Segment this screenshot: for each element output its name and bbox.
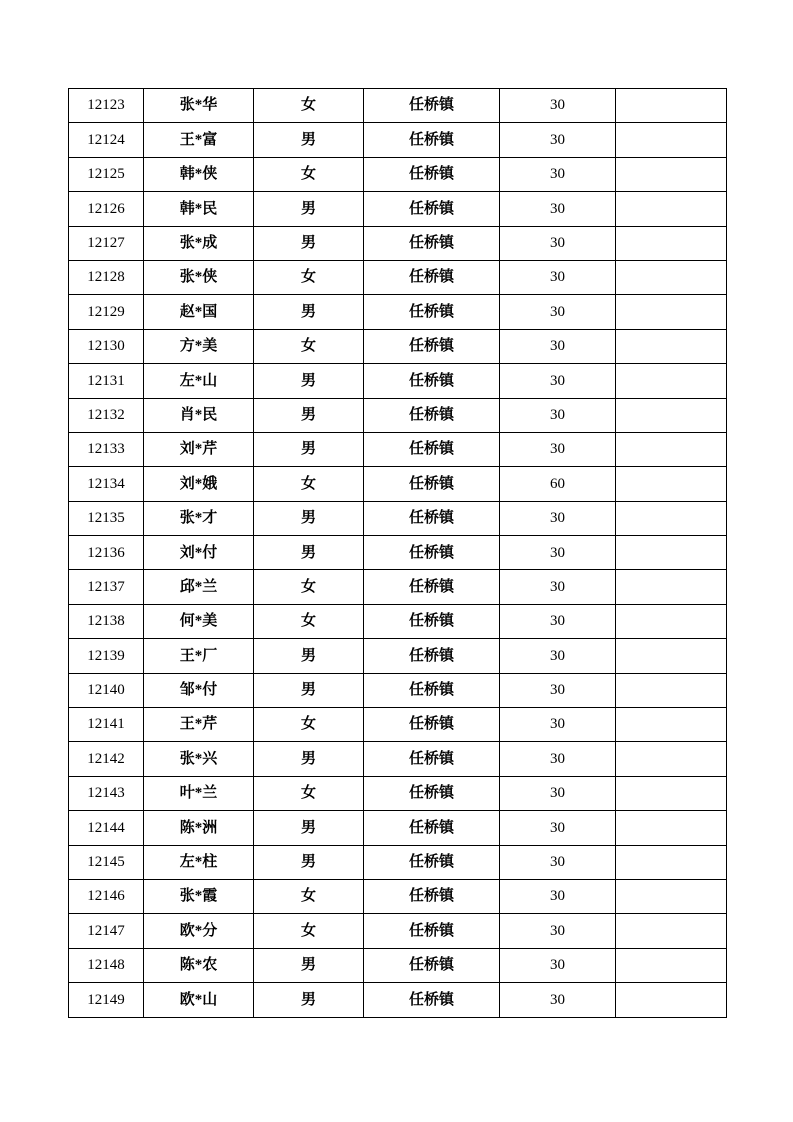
cell-gender: 男: [254, 948, 364, 982]
cell-amount: 30: [500, 226, 616, 260]
cell-extra: [616, 123, 727, 157]
table-row: [69, 879, 727, 913]
cell-amount: 30: [500, 89, 616, 123]
cell-extra: [616, 89, 727, 123]
cell-gender: 男: [254, 295, 364, 329]
cell-amount: 30: [500, 845, 616, 879]
cell-extra: [616, 226, 727, 260]
cell-town: 任桥镇: [364, 604, 500, 638]
cell-name: 刘*芹: [144, 432, 254, 466]
table-row: [69, 776, 727, 810]
table-row: [69, 329, 727, 363]
cell-name: 刘*付: [144, 536, 254, 570]
cell-amount: 30: [500, 776, 616, 810]
cell-id: 12137: [69, 570, 144, 604]
cell-name: 张*霞: [144, 879, 254, 913]
cell-town: 任桥镇: [364, 467, 500, 501]
table-row: [69, 845, 727, 879]
table-row: [69, 123, 727, 157]
table-row: [69, 811, 727, 845]
cell-amount: 30: [500, 260, 616, 294]
cell-id: 12138: [69, 604, 144, 638]
cell-extra: [616, 914, 727, 948]
cell-town: 任桥镇: [364, 329, 500, 363]
cell-extra: [616, 811, 727, 845]
cell-id: 12127: [69, 226, 144, 260]
roster-table-container: [68, 88, 726, 1018]
cell-town: 任桥镇: [364, 157, 500, 191]
table-row: [69, 604, 727, 638]
cell-gender: 男: [254, 192, 364, 226]
roster-table-body: [69, 89, 727, 1018]
table-row: [69, 570, 727, 604]
cell-town: 任桥镇: [364, 398, 500, 432]
cell-amount: 30: [500, 673, 616, 707]
cell-extra: [616, 570, 727, 604]
cell-gender: 女: [254, 604, 364, 638]
cell-id: 12146: [69, 879, 144, 913]
cell-name: 王*富: [144, 123, 254, 157]
cell-gender: 男: [254, 639, 364, 673]
cell-id: 12143: [69, 776, 144, 810]
table-row: [69, 742, 727, 776]
cell-gender: 男: [254, 501, 364, 535]
cell-gender: 女: [254, 329, 364, 363]
cell-id: 12131: [69, 364, 144, 398]
cell-id: 12142: [69, 742, 144, 776]
table-row: [69, 295, 727, 329]
cell-id: 12130: [69, 329, 144, 363]
cell-gender: 男: [254, 983, 364, 1017]
cell-id: 12139: [69, 639, 144, 673]
cell-name: 张*华: [144, 89, 254, 123]
cell-id: 12126: [69, 192, 144, 226]
cell-amount: 30: [500, 948, 616, 982]
cell-extra: [616, 432, 727, 466]
cell-name: 张*侠: [144, 260, 254, 294]
table-row: [69, 983, 727, 1017]
cell-name: 何*美: [144, 604, 254, 638]
cell-gender: 男: [254, 123, 364, 157]
cell-town: 任桥镇: [364, 432, 500, 466]
cell-name: 王*厂: [144, 639, 254, 673]
table-row: [69, 914, 727, 948]
table-row: [69, 639, 727, 673]
cell-amount: 30: [500, 501, 616, 535]
cell-name: 欧*山: [144, 983, 254, 1017]
cell-town: 任桥镇: [364, 501, 500, 535]
cell-name: 肖*民: [144, 398, 254, 432]
cell-town: 任桥镇: [364, 364, 500, 398]
cell-gender: 女: [254, 89, 364, 123]
cell-id: 12123: [69, 89, 144, 123]
cell-gender: 男: [254, 811, 364, 845]
cell-gender: 女: [254, 879, 364, 913]
table-row: [69, 226, 727, 260]
cell-town: 任桥镇: [364, 639, 500, 673]
cell-gender: 男: [254, 742, 364, 776]
cell-extra: [616, 742, 727, 776]
cell-id: 12124: [69, 123, 144, 157]
cell-name: 韩*民: [144, 192, 254, 226]
table-row: [69, 192, 727, 226]
cell-town: 任桥镇: [364, 811, 500, 845]
cell-id: 12144: [69, 811, 144, 845]
cell-gender: 女: [254, 708, 364, 742]
cell-name: 韩*侠: [144, 157, 254, 191]
cell-town: 任桥镇: [364, 983, 500, 1017]
cell-gender: 女: [254, 914, 364, 948]
cell-extra: [616, 501, 727, 535]
cell-town: 任桥镇: [364, 776, 500, 810]
cell-name: 陈*洲: [144, 811, 254, 845]
cell-gender: 男: [254, 364, 364, 398]
cell-name: 欧*分: [144, 914, 254, 948]
cell-id: 12125: [69, 157, 144, 191]
cell-id: 12128: [69, 260, 144, 294]
cell-town: 任桥镇: [364, 742, 500, 776]
cell-name: 左*柱: [144, 845, 254, 879]
cell-amount: 30: [500, 742, 616, 776]
cell-gender: 男: [254, 432, 364, 466]
cell-id: 12148: [69, 948, 144, 982]
cell-amount: 30: [500, 536, 616, 570]
cell-amount: 30: [500, 570, 616, 604]
cell-extra: [616, 192, 727, 226]
cell-id: 12145: [69, 845, 144, 879]
cell-town: 任桥镇: [364, 708, 500, 742]
cell-town: 任桥镇: [364, 948, 500, 982]
cell-extra: [616, 708, 727, 742]
cell-amount: 30: [500, 295, 616, 329]
table-row: [69, 89, 727, 123]
cell-name: 刘*娥: [144, 467, 254, 501]
cell-gender: 男: [254, 536, 364, 570]
cell-id: 12133: [69, 432, 144, 466]
cell-id: 12147: [69, 914, 144, 948]
cell-extra: [616, 329, 727, 363]
cell-gender: 男: [254, 398, 364, 432]
cell-amount: 30: [500, 398, 616, 432]
cell-id: 12136: [69, 536, 144, 570]
cell-extra: [616, 879, 727, 913]
cell-amount: 30: [500, 192, 616, 226]
cell-gender: 女: [254, 776, 364, 810]
cell-extra: [616, 983, 727, 1017]
cell-town: 任桥镇: [364, 226, 500, 260]
table-row: [69, 260, 727, 294]
cell-name: 张*才: [144, 501, 254, 535]
cell-town: 任桥镇: [364, 123, 500, 157]
cell-gender: 男: [254, 673, 364, 707]
cell-extra: [616, 364, 727, 398]
cell-town: 任桥镇: [364, 89, 500, 123]
cell-gender: 女: [254, 260, 364, 294]
cell-name: 陈*农: [144, 948, 254, 982]
cell-gender: 男: [254, 845, 364, 879]
cell-id: 12132: [69, 398, 144, 432]
cell-amount: 30: [500, 432, 616, 466]
cell-amount: 30: [500, 811, 616, 845]
cell-extra: [616, 295, 727, 329]
cell-amount: 30: [500, 329, 616, 363]
table-row: [69, 673, 727, 707]
cell-town: 任桥镇: [364, 260, 500, 294]
cell-town: 任桥镇: [364, 673, 500, 707]
cell-town: 任桥镇: [364, 192, 500, 226]
roster-table: [68, 88, 727, 1018]
cell-extra: [616, 673, 727, 707]
cell-extra: [616, 604, 727, 638]
table-row: [69, 948, 727, 982]
cell-id: 12135: [69, 501, 144, 535]
cell-amount: 30: [500, 604, 616, 638]
cell-gender: 男: [254, 226, 364, 260]
cell-id: 12141: [69, 708, 144, 742]
table-row: [69, 708, 727, 742]
cell-id: 12140: [69, 673, 144, 707]
cell-name: 邱*兰: [144, 570, 254, 604]
cell-extra: [616, 776, 727, 810]
cell-town: 任桥镇: [364, 570, 500, 604]
cell-extra: [616, 845, 727, 879]
cell-name: 张*兴: [144, 742, 254, 776]
cell-extra: [616, 260, 727, 294]
cell-town: 任桥镇: [364, 914, 500, 948]
cell-town: 任桥镇: [364, 879, 500, 913]
cell-extra: [616, 467, 727, 501]
cell-id: 12134: [69, 467, 144, 501]
cell-amount: 30: [500, 983, 616, 1017]
cell-extra: [616, 639, 727, 673]
cell-amount: 30: [500, 879, 616, 913]
cell-name: 邹*付: [144, 673, 254, 707]
cell-amount: 30: [500, 364, 616, 398]
cell-name: 左*山: [144, 364, 254, 398]
cell-extra: [616, 536, 727, 570]
cell-extra: [616, 157, 727, 191]
cell-gender: 女: [254, 570, 364, 604]
cell-name: 张*成: [144, 226, 254, 260]
table-row: [69, 364, 727, 398]
cell-amount: 30: [500, 157, 616, 191]
table-row: [69, 432, 727, 466]
cell-id: 12129: [69, 295, 144, 329]
cell-gender: 女: [254, 467, 364, 501]
cell-name: 方*美: [144, 329, 254, 363]
cell-extra: [616, 398, 727, 432]
table-row: [69, 501, 727, 535]
cell-town: 任桥镇: [364, 295, 500, 329]
cell-extra: [616, 948, 727, 982]
cell-amount: 60: [500, 467, 616, 501]
cell-amount: 30: [500, 639, 616, 673]
cell-amount: 30: [500, 914, 616, 948]
table-row: [69, 536, 727, 570]
cell-name: 赵*国: [144, 295, 254, 329]
cell-id: 12149: [69, 983, 144, 1017]
cell-amount: 30: [500, 708, 616, 742]
cell-gender: 女: [254, 157, 364, 191]
table-row: [69, 467, 727, 501]
cell-town: 任桥镇: [364, 845, 500, 879]
cell-name: 王*芹: [144, 708, 254, 742]
cell-name: 叶*兰: [144, 776, 254, 810]
table-row: [69, 398, 727, 432]
cell-town: 任桥镇: [364, 536, 500, 570]
table-row: [69, 157, 727, 191]
cell-amount: 30: [500, 123, 616, 157]
